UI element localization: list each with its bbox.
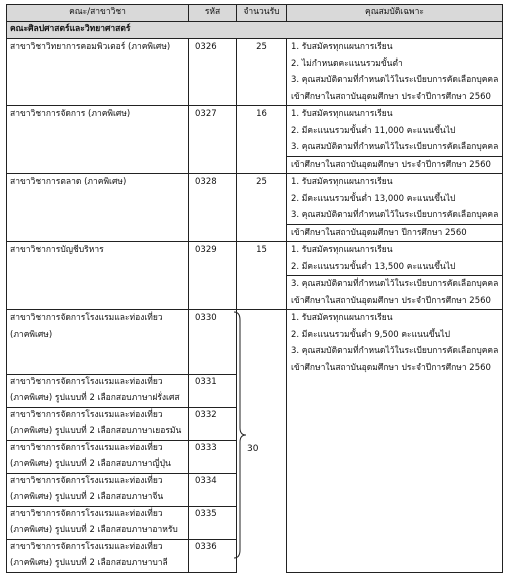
program-requirements: 1. รับสมัครทุกแผนการเรียน 2. มีคะแนนรวมขั้นต่ำ 13,000 คะแนนขึ้นไป 3. คุณสมบัติตามที่กำหนดไว้ในระเบียบการคัดเลือกบุคคล เข้าศึกษาในสถาบันอุดมศึกษา ปีการศึกษา 2560: [287, 174, 503, 242]
table-row: [7, 106, 503, 174]
program-code: 0334: [189, 474, 237, 507]
program-code: 0336: [189, 540, 237, 573]
program-code: 0333: [189, 441, 237, 474]
program-requirements: 1. รับสมัครทุกแผนการเรียน 2. มีคะแนนรวมขั้นต่ำ 11,000 คะแนนขึ้นไป 3. คุณสมบัติตามที่กำหนดไว้ในระเบียบการคัดเลือกบุคคล เข้าศึกษาในสถาบันอุดมศึกษา ประจำปีการศึกษา 2560: [287, 106, 503, 174]
program-name: สาขาวิชาการจัดการ (ภาคพิเศษ): [7, 106, 189, 174]
program-code: 0328: [189, 174, 237, 242]
table-row: [7, 310, 503, 375]
program-requirements: 1. รับสมัครทุกแผนการเรียน 2. มีคะแนนรวมขั้นต่ำ 13,500 คะแนนขึ้นไป 3. คุณสมบัติตามที่กำหนดไว้ในระเบียบการคัดเลือกบุคคล เข้าศึกษาในสถาบันอุดมศึกษา ประจำปีการศึกษา 2560: [287, 242, 503, 310]
program-name: สาขาวิชาการจัดการโรงแรมและท่องเที่ยว (ภาคพิเศษ) รูปแบบที่ 2 เลือกสอบภาษาจีน: [7, 474, 189, 507]
table-row: [7, 39, 503, 106]
program-code: 0327: [189, 106, 237, 174]
header-code: รหัส: [189, 5, 237, 22]
header-quota: จำนวนรับ: [237, 5, 287, 22]
program-code: 0330: [189, 310, 237, 375]
program-requirements: 1. รับสมัครทุกแผนการเรียน 2. ไม่กำหนดคะแนนรวมขั้นต่ำ 3. คุณสมบัติตามที่กำหนดไว้ในระเบียบการคัดเลือกบุคคล เข้าศึกษาในสถาบันอุดมศึกษา ประจำปีการศึกษา 2560: [287, 39, 503, 106]
program-name: สาขาวิชาวิทยาการคอมพิวเตอร์ (ภาคพิเศษ): [7, 39, 189, 106]
program-name: สาขาวิชาการบัญชีบริหาร: [7, 242, 189, 310]
table-row: [7, 242, 503, 310]
group-brace: [233, 310, 247, 560]
program-name: สาขาวิชาการจัดการโรงแรมและท่องเที่ยว (ภาคพิเศษ) รูปแบบที่ 2 เลือกสอบภาษาเยอรมัน: [7, 408, 189, 441]
program-quota: 16: [237, 106, 287, 174]
header-program: คณะ/สาขาวิชา: [7, 5, 189, 22]
program-name: สาขาวิชาการตลาด (ภาคพิเศษ): [7, 174, 189, 242]
faculty-row: [7, 22, 503, 39]
program-name: สาขาวิชาการจัดการโรงแรมและท่องเที่ยว (ภาคพิเศษ) รูปแบบที่ 2 เลือกสอบภาษาบาลี: [7, 540, 189, 573]
program-code: 0329: [189, 242, 237, 310]
admission-table: [6, 4, 503, 573]
program-code: 0335: [189, 507, 237, 540]
program-code: 0326: [189, 39, 237, 106]
table-header-row: [7, 5, 503, 22]
program-name: สาขาวิชาการจัดการโรงแรมและท่องเที่ยว (ภาคพิเศษ): [7, 310, 189, 375]
program-quota: 25: [237, 39, 287, 106]
program-code: 0331: [189, 375, 237, 408]
program-quota: 25: [237, 174, 287, 242]
program-name: สาขาวิชาการจัดการโรงแรมและท่องเที่ยว (ภาคพิเศษ) รูปแบบที่ 2 เลือกสอบภาษาฝรั่งเศส: [7, 375, 189, 408]
group-quota: 30: [247, 444, 259, 454]
header-requirements: คุณสมบัติเฉพาะ: [287, 5, 503, 22]
program-code: 0332: [189, 408, 237, 441]
program-name: สาขาวิชาการจัดการโรงแรมและท่องเที่ยว (ภาคพิเศษ) รูปแบบที่ 2 เลือกสอบภาษาอาหรับ: [7, 507, 189, 540]
faculty-name: คณะศิลปศาสตร์และวิทยาศาสตร์: [7, 22, 503, 39]
program-name: สาขาวิชาการจัดการโรงแรมและท่องเที่ยว (ภาคพิเศษ) รูปแบบที่ 2 เลือกสอบภาษาญี่ปุ่น: [7, 441, 189, 474]
table-row: [7, 174, 503, 242]
group-requirements: 1. รับสมัครทุกแผนการเรียน 2. มีคะแนนรวมขั้นต่ำ 9,500 คะแนนขึ้นไป 3. คุณสมบัติตามที่กำหนดไว้ในระเบียบการคัดเลือกบุคคล เข้าศึกษาในสถาบันอุดมศึกษา ประจำปีการศึกษา 2560: [287, 310, 503, 573]
program-quota: 15: [237, 242, 287, 310]
